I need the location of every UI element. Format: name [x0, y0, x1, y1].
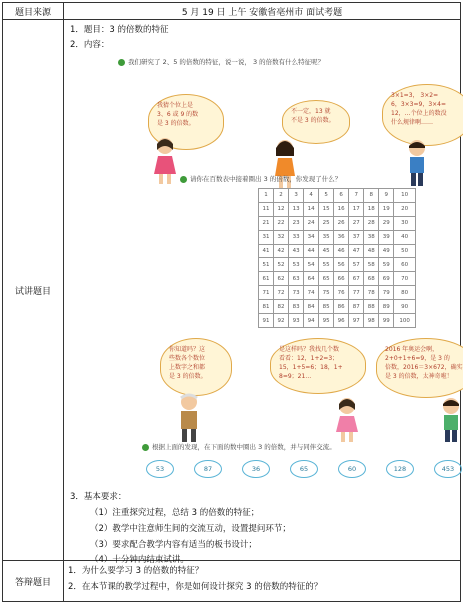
- hundred-chart-cell: 78: [364, 286, 379, 300]
- hundred-chart-row: [259, 189, 416, 203]
- hundred-chart-cell: 52: [274, 258, 289, 272]
- hundred-chart-cell: 11: [259, 202, 274, 216]
- speech-bubble-4: [160, 338, 232, 396]
- hundred-chart-cell: 27: [349, 216, 364, 230]
- hundred-chart-cell: 83: [289, 300, 304, 314]
- hundred-chart-cell: 6: [334, 189, 349, 203]
- hundred-chart-cell: 58: [364, 258, 379, 272]
- hundred-chart-row: [259, 202, 416, 216]
- hundred-chart-cell: 45: [319, 244, 334, 258]
- source-label: 题目来源: [14, 7, 51, 18]
- hundred-chart-cell: 64: [304, 272, 319, 286]
- hundred-chart-cell: 51: [259, 258, 274, 272]
- circle-prompt-line: [142, 442, 336, 451]
- hundred-chart-cell: 93: [289, 314, 304, 328]
- hundred-chart-cell: 26: [334, 216, 349, 230]
- hundred-chart-row: [259, 300, 416, 314]
- speech-bubble-1-text: 我猜个位上是 3、6 或 9 的数 是 3 的倍数。: [157, 102, 199, 127]
- hundred-chart-row: [259, 244, 416, 258]
- hundred-chart-cell: 8: [364, 189, 379, 203]
- exam-table: [2, 2, 461, 602]
- hundred-chart-row: [259, 230, 416, 244]
- hundred-chart-cell: 74: [304, 286, 319, 300]
- hundred-chart-cell: 22: [274, 216, 289, 230]
- hundred-chart-cell: 33: [289, 230, 304, 244]
- hundred-chart-row: [259, 314, 416, 328]
- speech-bubble-3-text: 3×1=3， 3×2= 6，3×3=9，3×4= 12，…个位上的数没 什么规律啊……: [391, 92, 447, 126]
- hundred-chart-cell: 41: [259, 244, 274, 258]
- hundred-chart-cell: 97: [349, 314, 364, 328]
- hundred-chart-cell: 86: [334, 300, 349, 314]
- girl-illustration-3: [332, 396, 362, 444]
- speech-bubble-3: [382, 84, 463, 146]
- requirement-3: （3）要求配合教学内容有适当的板书设计；: [90, 540, 257, 550]
- boy-illustration-2: [436, 396, 463, 444]
- number-circle: 60: [338, 460, 366, 478]
- hundred-chart-cell: 49: [379, 244, 394, 258]
- hundred-chart-row: [259, 272, 416, 286]
- hundred-chart-cell: 9: [379, 189, 394, 203]
- hundred-chart-cell: 18: [364, 202, 379, 216]
- hundred-chart-cell: 85: [319, 300, 334, 314]
- hundred-chart-cell: 69: [379, 272, 394, 286]
- hundred-chart-row: [259, 258, 416, 272]
- number-circle: 53: [146, 460, 174, 478]
- answer-label: 答辩题目: [14, 577, 51, 588]
- hundred-chart-cell: 12: [274, 202, 289, 216]
- answer-question-2: 2．在本节课的教学过程中，你是如何设计探究 3 的倍数的特征的？: [68, 582, 323, 592]
- green-bullet-icon: [180, 176, 187, 183]
- boy-illustration-1: [402, 138, 432, 188]
- hundred-chart-cell: 21: [259, 216, 274, 230]
- hundred-chart-cell: 70: [394, 272, 416, 286]
- grandpa-illustration: [172, 392, 206, 444]
- speech-bubble-6: [376, 338, 463, 398]
- requirement-4: （4）十分钟内结束试讲。: [90, 555, 189, 565]
- hundred-chart-cell: 46: [334, 244, 349, 258]
- lecture-label: 试讲题目: [14, 286, 51, 297]
- intro-line: [118, 57, 324, 66]
- lecture-content-cell: [64, 20, 463, 565]
- hundred-chart-cell: 15: [319, 202, 334, 216]
- girl-illustration-1: [150, 136, 180, 186]
- hundred-chart-cell: 13: [289, 202, 304, 216]
- hundred-chart-cell: 1: [259, 189, 274, 203]
- hundred-chart-cell: 99: [379, 314, 394, 328]
- hundred-chart-cell: 40: [394, 230, 416, 244]
- hundred-chart-cell: 43: [289, 244, 304, 258]
- hundred-chart-cell: 76: [334, 286, 349, 300]
- answer-question-1: 1．为什么要学习 3 的倍数的特征？: [68, 566, 204, 576]
- hundred-chart-cell: 38: [364, 230, 379, 244]
- hundred-chart-cell: 82: [274, 300, 289, 314]
- hundred-chart-cell: 96: [334, 314, 349, 328]
- hundred-chart-cell: 42: [274, 244, 289, 258]
- speech-bubble-2-text: 不一定，13 就 不是 3 的倍数。: [291, 108, 335, 124]
- speech-bubble-4-text: 你知道吗？这 些数各个数位 上数字之和都 是 3 的倍数。: [169, 346, 207, 380]
- hundred-prompt-text: 请你在百数表中接着圈出 3 的倍数，你发现了什么？: [190, 175, 342, 183]
- hundred-chart-cell: 2: [274, 189, 289, 203]
- hundred-chart-cell: 60: [394, 258, 416, 272]
- source-value: 5 月 19 日 上午 安徽省亳州市 面试考题: [181, 7, 343, 18]
- hundred-chart-cell: 80: [394, 286, 416, 300]
- hundred-chart-cell: 71: [259, 286, 274, 300]
- hundred-chart-cell: 31: [259, 230, 274, 244]
- hundred-chart-cell: 59: [379, 258, 394, 272]
- hundred-chart-row: [259, 216, 416, 230]
- hundred-chart-cell: 44: [304, 244, 319, 258]
- hundred-chart-cell: 16: [334, 202, 349, 216]
- hundred-chart-cell: 100: [394, 314, 416, 328]
- hundred-chart-cell: 88: [364, 300, 379, 314]
- speech-bubble-5-text: 是这样吗？我找几个数 看看：12，1+2=3； 15，1+5=6；18，1+ 8=9；21…: [279, 346, 343, 380]
- speech-bubble-6-text: 2016 年奥运会啊， 2+0+1+6=9，是 3 的 倍数，2016＝3×672，确实 是 3 的倍数，太神奇啦！: [385, 346, 463, 380]
- hundred-chart-cell: 39: [379, 230, 394, 244]
- source-value-cell: [64, 3, 461, 20]
- hundred-prompt-line: [180, 174, 341, 183]
- hundred-chart-cell: 61: [259, 272, 274, 286]
- hundred-chart-cell: 14: [304, 202, 319, 216]
- circle-prompt-text: 根据上面的发现，在下面的数中圈出 3 的倍数，并与同伴交流。: [152, 443, 336, 451]
- hundred-chart-cell: 32: [274, 230, 289, 244]
- hundred-chart-cell: 90: [394, 300, 416, 314]
- hundred-chart-cell: 89: [379, 300, 394, 314]
- hundred-chart-cell: 17: [349, 202, 364, 216]
- number-circle: 453: [434, 460, 462, 478]
- hundred-chart-cell: 23: [289, 216, 304, 230]
- hundred-chart-cell: 48: [364, 244, 379, 258]
- requirement-2: （2）教学中注意师生间的交流互动，设置提问环节；: [90, 524, 291, 534]
- speech-bubble-5: [270, 338, 366, 394]
- lecture-content: [64, 20, 463, 565]
- answer-label-cell: [3, 561, 64, 602]
- hundred-chart-cell: 10: [394, 189, 416, 203]
- hundred-chart-cell: 20: [394, 202, 416, 216]
- hundred-chart-cell: 84: [304, 300, 319, 314]
- hundred-chart-cell: 29: [379, 216, 394, 230]
- intro-text: 我们研究了 2、5 的倍数的特征，说一说， 3 的倍数有什么特征呢？: [128, 58, 325, 66]
- green-bullet-icon: [118, 59, 125, 66]
- number-circle: 65: [290, 460, 318, 478]
- hundred-chart-cell: 50: [394, 244, 416, 258]
- hundred-chart-row: [259, 286, 416, 300]
- hundred-chart-cell: 81: [259, 300, 274, 314]
- hundred-chart-cell: 30: [394, 216, 416, 230]
- hundred-chart-cell: 5: [319, 189, 334, 203]
- hundred-chart-cell: 37: [349, 230, 364, 244]
- hundred-chart-cell: 72: [274, 286, 289, 300]
- hundred-chart-cell: 65: [319, 272, 334, 286]
- hundred-chart-cell: 77: [349, 286, 364, 300]
- hundred-chart-cell: 68: [364, 272, 379, 286]
- hundred-chart-cell: 66: [334, 272, 349, 286]
- hundred-chart-cell: 63: [289, 272, 304, 286]
- hundred-chart-cell: 75: [319, 286, 334, 300]
- source-label-cell: [3, 3, 64, 20]
- hundred-chart-cell: 95: [319, 314, 334, 328]
- hundred-chart-cell: 73: [289, 286, 304, 300]
- answer-content-cell: [64, 561, 461, 602]
- hundred-chart-cell: 94: [304, 314, 319, 328]
- hundred-chart-cell: 7: [349, 189, 364, 203]
- number-circles: [146, 460, 463, 478]
- hundred-chart-cell: 98: [364, 314, 379, 328]
- hundred-chart-cell: 62: [274, 272, 289, 286]
- green-bullet-icon: [142, 444, 149, 451]
- hundred-chart-cell: 54: [304, 258, 319, 272]
- hundred-chart-cell: 87: [349, 300, 364, 314]
- item-requirements: 3．基本要求：: [70, 492, 127, 502]
- requirement-1: （1）注重探究过程，总结 3 的倍数的特征；: [90, 508, 260, 518]
- item-topic: 1．题目：3 的倍数的特征: [70, 25, 169, 35]
- hundred-chart-cell: 53: [289, 258, 304, 272]
- hundred-chart-table: [258, 188, 416, 328]
- hundred-chart-cell: 3: [289, 189, 304, 203]
- hundred-chart-cell: 4: [304, 189, 319, 203]
- hundred-chart-cell: 67: [349, 272, 364, 286]
- item-content: 2．内容：: [70, 40, 110, 50]
- hundred-chart-cell: 36: [334, 230, 349, 244]
- number-circle: 87: [194, 460, 222, 478]
- lecture-label-cell: [3, 20, 64, 561]
- hundred-chart-cell: 19: [379, 202, 394, 216]
- hundred-chart-cell: 47: [349, 244, 364, 258]
- hundred-chart-cell: 35: [319, 230, 334, 244]
- hundred-chart-cell: 55: [319, 258, 334, 272]
- hundred-chart-cell: 56: [334, 258, 349, 272]
- hundred-chart-cell: 79: [379, 286, 394, 300]
- hundred-chart-cell: 57: [349, 258, 364, 272]
- hundred-chart-cell: 28: [364, 216, 379, 230]
- hundred-chart-cell: 25: [319, 216, 334, 230]
- hundred-chart-cell: 24: [304, 216, 319, 230]
- number-circle: 128: [386, 460, 414, 478]
- hundred-chart: [258, 188, 416, 328]
- hundred-chart-cell: 91: [259, 314, 274, 328]
- number-circle: 36: [242, 460, 270, 478]
- hundred-chart-cell: 92: [274, 314, 289, 328]
- hundred-chart-cell: 34: [304, 230, 319, 244]
